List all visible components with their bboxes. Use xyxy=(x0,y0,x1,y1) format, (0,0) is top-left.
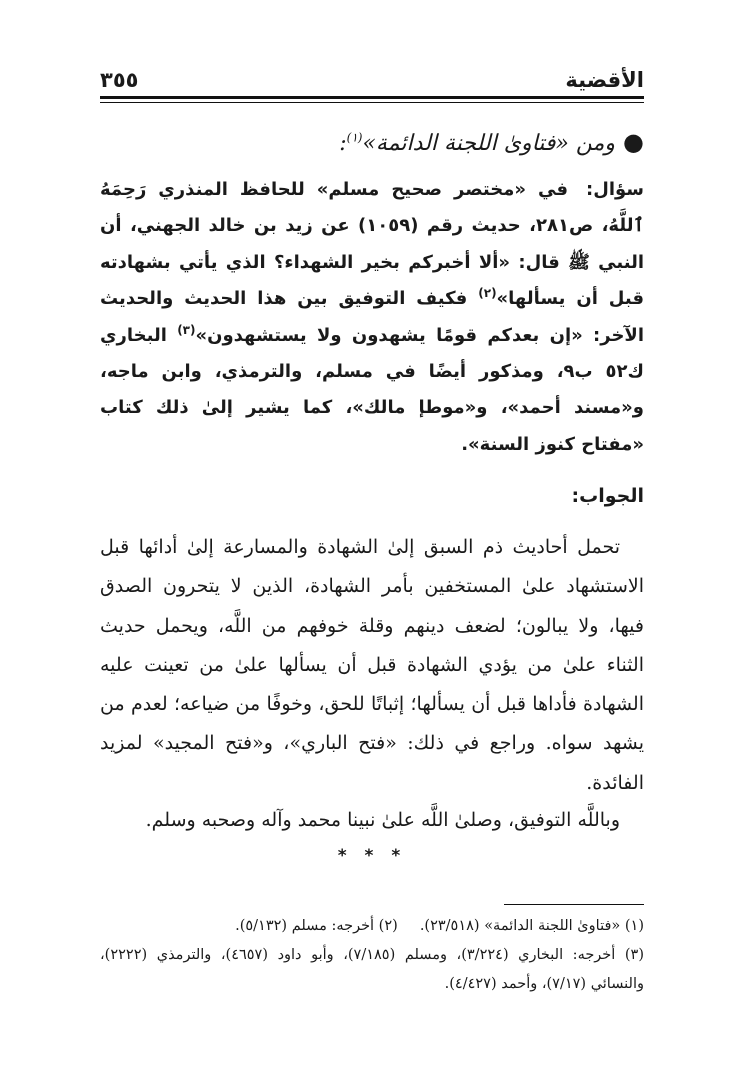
closing-line xyxy=(100,800,644,840)
footnote-2: (٢) أخرجه: مسلم (٥/١٣٢). xyxy=(235,918,398,934)
footnote-rule xyxy=(504,904,644,905)
question-text-2: فكيف التوفيق بين هذا الحديث والحديث الآخر: «إن بعدكم قومًا يشهدون ولا يستشهدون» xyxy=(100,288,644,346)
source-colon: : xyxy=(339,131,347,156)
source-text: ومن «فتاوىٰ اللجنة الدائمة» xyxy=(362,131,616,156)
question-text-1: في «مختصر صحيح مسلم» للحافظ المنذري رَحِمَهُ ٱللَّهُ، ص٢٨١، حديث رقم (١٠٥٩) عن زيد بن خالد الجهني، أن النبي ﷺ قال: «ألا أخبركم بخير الشهداء؟ الذي يأتي بشهادته قبل أن يسألها» xyxy=(100,179,645,310)
footnote-ref-2[interactable]: (٢) xyxy=(478,286,497,301)
page-number: ٣٥٥ xyxy=(100,68,139,92)
closing-text: وباللَّه التوفيق، وصلىٰ اللَّه علىٰ نبينا محمد وآله وصحبه وسلم. xyxy=(145,809,620,831)
footnote-3: (٣) أخرجه: البخاري (٣/٢٢٤)، ومسلم (٧/١٨٥)، وأبو داود (٤٦٥٧)، والترمذي (٢٢٢٢)، والنسائي (٧/١٧)، وأحمد (٤/٤٢٧). xyxy=(100,947,644,992)
section-title: الأقضية xyxy=(565,68,644,92)
section-separator: * * * xyxy=(337,846,407,866)
running-head xyxy=(100,56,644,92)
header-rule-thick xyxy=(100,96,644,99)
footnote-ref-3[interactable]: (٣) xyxy=(177,322,196,337)
answer-label: الجواب: xyxy=(571,485,644,507)
question-label: سؤال: xyxy=(586,179,644,200)
footnote-ref-1[interactable]: (١) xyxy=(346,130,363,145)
answer-text: تحمل أحاديث ذم السبق إلىٰ الشهادة والمسارعة إلىٰ أدائها قبل الاستشهاد علىٰ المستخفين بأمر الشهادة، الذين لا يتحرون الصدق فيها، ولا يبالون؛ لضعف دينهم وقلة خوفهم من اللَّه، ويحمل حديث الثناء علىٰ من يؤدي الشهادة قبل أن يسألها علىٰ من تعينت عليه الشهادة فأداها قبل أن يسألها؛ إثباتًا للحق، وخوفًا من ضياعه؛ لعدم من يشهد سواه. وراجع في ذلك: «فتح الباري»، و«فتح المجيد» لمزيد الفائدة. xyxy=(100,536,644,794)
footnote-1: (١) «فتاوىٰ اللجنة الدائمة» (٢٣/٥١٨). xyxy=(419,918,644,934)
question-paragraph xyxy=(100,172,644,464)
footnotes xyxy=(100,912,644,1042)
answer-paragraph xyxy=(100,528,644,794)
header-rule-thin xyxy=(100,102,644,103)
source-heading xyxy=(120,122,644,162)
question-text-3: البخاري ك٥٢ ب٩، ومذكور أيضًا في مسلم، والترمذي، وابن ماجه، و«مسند أحمد»، و«موطإ مالك»، كما يشير إلىٰ ذلك كتاب «مفتاح كنوز السنة». xyxy=(100,324,645,455)
bullet-icon: ● xyxy=(623,128,644,156)
